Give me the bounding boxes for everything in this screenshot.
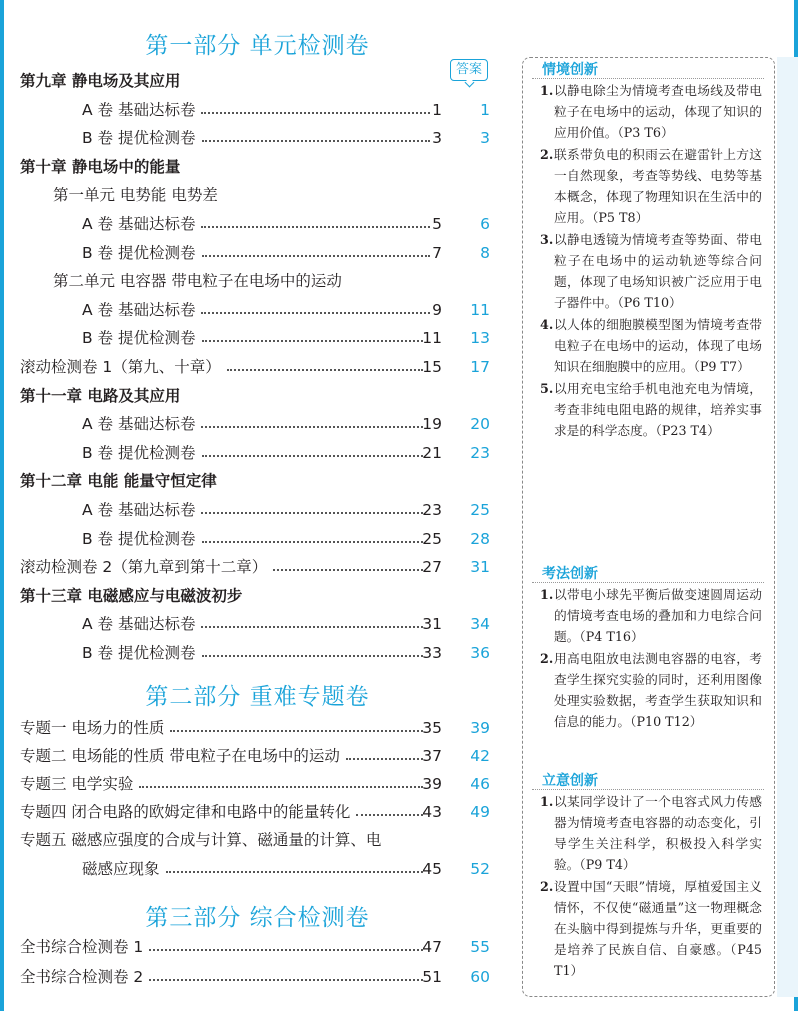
- leader-dots: [202, 327, 424, 342]
- page-number: 21: [422, 444, 442, 462]
- leader-dots: [202, 242, 431, 257]
- toc-row: [20, 242, 490, 264]
- toc-entry-title: 第一单元 电势能 电势差: [53, 186, 218, 204]
- toc-row: [20, 936, 490, 958]
- note-number: 5.: [540, 381, 554, 396]
- sidebar-note: [540, 648, 762, 732]
- toc-entry-title: 磁感应现象: [82, 860, 160, 878]
- toc-row: [20, 356, 490, 378]
- toc-entry-title: 专题二 电场能的性质 带电粒子在电场中的运动: [20, 747, 340, 765]
- toc-row: [20, 127, 490, 149]
- toc-row: [20, 442, 490, 464]
- toc-row: [20, 717, 490, 739]
- page-number: 51: [422, 968, 442, 986]
- leader-dots: [201, 499, 423, 514]
- leader-dots: [201, 299, 430, 314]
- toc-entry-title: B 卷 提优检测卷: [82, 244, 196, 262]
- toc-row: [20, 99, 490, 121]
- leader-dots: [201, 613, 423, 628]
- answer-page-number: 6: [480, 215, 490, 233]
- note-text: 用高电阻放电法测电容器的电容，考查学生探究实验的同时，还利用图像处理实验数据，考查学生获取知识和信息的能力。（P10 T12）: [554, 651, 762, 729]
- page-number: 43: [422, 803, 442, 821]
- sidebar-section-title: 情境创新: [542, 62, 598, 78]
- toc-row: [20, 613, 490, 635]
- page-number: 33: [422, 644, 442, 662]
- note-text: 以静电透镜为情境考查等势面、带电粒子在电场中的运动轨迹等综合问题，体现了电场知识被广泛应用于电子器件中。（P6 T10）: [554, 232, 762, 310]
- toc-entry-title: B 卷 提优检测卷: [82, 329, 196, 347]
- toc-row: [20, 966, 490, 988]
- answer-page-number: 31: [470, 558, 490, 576]
- leader-dots: [201, 413, 423, 428]
- part3-title: 第三部分 综合检测卷: [145, 905, 370, 931]
- answer-page-number: 8: [480, 244, 490, 262]
- sidebar-note: [540, 791, 762, 875]
- toc-row: [20, 773, 490, 795]
- page-number: 15: [422, 358, 442, 376]
- answer-page-number: 13: [470, 329, 490, 347]
- sidebar-section-divider: [532, 582, 764, 583]
- toc-entry-title: A 卷 基础达标卷: [82, 415, 196, 433]
- toc-row: [20, 801, 490, 823]
- toc-row: [20, 585, 490, 607]
- toc-row: [20, 528, 490, 550]
- leader-dots: [166, 858, 423, 873]
- toc-row: [20, 270, 490, 292]
- answer-page-number: 3: [480, 129, 490, 147]
- toc-row: [20, 829, 490, 851]
- sidebar-note: [540, 378, 762, 441]
- toc-row: [20, 213, 490, 235]
- answer-page-number: 11: [470, 301, 490, 319]
- toc-entry-title: B 卷 提优检测卷: [82, 644, 196, 662]
- answer-page-number: 1: [480, 101, 490, 119]
- sidebar-section-title: 考法创新: [542, 566, 598, 582]
- leader-dots: [149, 936, 423, 951]
- leader-dots: [273, 556, 423, 571]
- toc-entry-title: 专题三 电学实验: [20, 775, 134, 793]
- toc-entry-title: 第二单元 电容器 带电粒子在电场中的运动: [53, 272, 342, 290]
- toc-entry-title: 第十章 静电场中的能量: [20, 158, 181, 176]
- page-number: 27: [422, 558, 442, 576]
- toc-row: [20, 858, 490, 880]
- toc-entry-title: A 卷 基础达标卷: [82, 101, 196, 119]
- page-number: 9: [432, 301, 442, 319]
- sidebar-note: [540, 314, 762, 377]
- leader-dots: [202, 442, 424, 457]
- sidebar-section-divider: [532, 78, 764, 79]
- answer-page-number: 52: [470, 860, 490, 878]
- part1-title: 第一部分 单元检测卷: [145, 33, 370, 59]
- sidebar-note: [540, 584, 762, 647]
- page-number: 35: [422, 719, 442, 737]
- answer-page-number: 39: [470, 719, 490, 737]
- leader-dots: [202, 642, 424, 657]
- note-number: 3.: [540, 232, 554, 247]
- leader-dots: [202, 127, 431, 142]
- answer-page-number: 55: [470, 938, 490, 956]
- sidebar-note: [540, 876, 762, 981]
- answer-badge: 答案: [450, 59, 488, 81]
- note-number: 2.: [540, 147, 554, 162]
- toc-row: [20, 184, 490, 206]
- page-number: 39: [422, 775, 442, 793]
- toc-entry-title: 专题四 闭合电路的欧姆定律和电路中的能量转化: [20, 803, 351, 821]
- toc-entry-title: B 卷 提优检测卷: [82, 444, 196, 462]
- note-text: 以人体的细胞膜模型图为情境考查带电粒子在电场中的运动，体现了电场知识在细胞膜中的应用。（P9 T7）: [554, 317, 762, 374]
- toc-row: [20, 642, 490, 664]
- answer-page-number: 20: [470, 415, 490, 433]
- note-text: 联系带负电的积雨云在避雷针上方这一自然现象，考查等势线、电势等基本概念，体现了物理知识在生活中的应用。（P5 T8）: [554, 147, 762, 225]
- page-number: 37: [422, 747, 442, 765]
- answer-page-number: 34: [470, 615, 490, 633]
- page-number: 45: [422, 860, 442, 878]
- toc-row: [20, 745, 490, 767]
- answer-page-number: 49: [470, 803, 490, 821]
- toc-entry-title: B 卷 提优检测卷: [82, 129, 196, 147]
- toc-entry-title: 全书综合检测卷 2: [20, 968, 144, 986]
- note-text: 以静电除尘为情境考查电场线及带电粒子在电场中的运动，体现了知识的应用价值。（P3 T6）: [554, 83, 762, 140]
- page-number: 23: [422, 501, 442, 519]
- answer-page-number: 36: [470, 644, 490, 662]
- toc-entry-title: A 卷 基础达标卷: [82, 501, 196, 519]
- toc-row: [20, 413, 490, 435]
- answer-page-number: 23: [470, 444, 490, 462]
- toc-row: [20, 299, 490, 321]
- toc-entry-title: B 卷 提优检测卷: [82, 530, 196, 548]
- toc-entry-title: 全书综合检测卷 1: [20, 938, 144, 956]
- page-number: 1: [432, 101, 442, 119]
- toc-row: [20, 385, 490, 407]
- toc-row: [20, 556, 490, 578]
- toc-entry-title: 滚动检测卷 2（第九章到第十二章）: [20, 558, 268, 576]
- answer-page-number: 42: [470, 747, 490, 765]
- page-number: 47: [422, 938, 442, 956]
- answer-page-number: 17: [470, 358, 490, 376]
- toc-entry-title: A 卷 基础达标卷: [82, 615, 196, 633]
- leader-dots: [149, 966, 423, 981]
- sidebar-section-title: 立意创新: [542, 773, 598, 789]
- sidebar-note: [540, 144, 762, 228]
- answer-page-number: 60: [470, 968, 490, 986]
- toc-row: [20, 327, 490, 349]
- toc-entry-title: 第十三章 电磁感应与电磁波初步: [20, 587, 243, 605]
- page-number: 19: [422, 415, 442, 433]
- leader-dots: [170, 717, 423, 732]
- note-text: 设置中国“天眼”情境，厚植爱国主义情怀，不仅使“磁通量”这一物理概念在头脑中得到提炼与升华，更重要的是培养了民族自信、自豪感。（P45 T1）: [554, 879, 762, 978]
- page-number: 5: [432, 215, 442, 233]
- page-number: 31: [422, 615, 442, 633]
- note-number: 1.: [540, 587, 554, 602]
- note-number: 1.: [540, 794, 554, 809]
- sidebar-background-strip: [777, 57, 798, 997]
- page-number: 25: [422, 530, 442, 548]
- leader-dots: [227, 356, 423, 371]
- note-text: 以带电小球先平衡后做变速圆周运动的情境考查电场的叠加和力电综合问题。（P4 T16）: [554, 587, 762, 644]
- note-number: 2.: [540, 651, 554, 666]
- toc-entry-title: 专题一 电场力的性质: [20, 719, 165, 737]
- sidebar-note: [540, 229, 762, 313]
- toc-entry-title: 第九章 静电场及其应用: [20, 72, 181, 90]
- toc-row: [20, 70, 490, 92]
- part2-title: 第二部分 重难专题卷: [145, 684, 370, 710]
- leader-dots: [201, 99, 430, 114]
- answer-page-number: 46: [470, 775, 490, 793]
- note-text: 以某同学设计了一个电容式风力传感器为情境考查电容器的动态变化，引导学生关注科学，积极投入科学实验。（P9 T4）: [554, 794, 762, 872]
- sidebar-section-divider: [532, 789, 764, 790]
- toc-entry-title: 第十一章 电路及其应用: [20, 387, 181, 405]
- leader-dots: [139, 773, 423, 788]
- leader-dots: [202, 528, 424, 543]
- leader-dots: [201, 213, 430, 228]
- answer-page-number: 28: [470, 530, 490, 548]
- toc-entry-title: 滚动检测卷 1（第九、十章）: [20, 358, 221, 376]
- note-number: 1.: [540, 83, 554, 98]
- note-number: 2.: [540, 879, 554, 894]
- toc-row: [20, 499, 490, 521]
- toc-entry-title: A 卷 基础达标卷: [82, 215, 196, 233]
- toc-row: [20, 156, 490, 178]
- answer-page-number: 25: [470, 501, 490, 519]
- page-number: 7: [432, 244, 442, 262]
- toc-entry-title: 第十二章 电能 能量守恒定律: [20, 472, 217, 490]
- sidebar-note: [540, 80, 762, 143]
- page-number: 3: [432, 129, 442, 147]
- toc-entry-title: 专题五 磁感应强度的合成与计算、磁通量的计算、电: [20, 831, 382, 849]
- note-text: 以用充电宝给手机电池充电为情境，考查非纯电阻电路的规律，培养实事求是的科学态度。（P23 T4）: [554, 381, 762, 438]
- page-number: 11: [422, 329, 442, 347]
- toc-row: [20, 470, 490, 492]
- toc-entry-title: A 卷 基础达标卷: [82, 301, 196, 319]
- note-number: 4.: [540, 317, 554, 332]
